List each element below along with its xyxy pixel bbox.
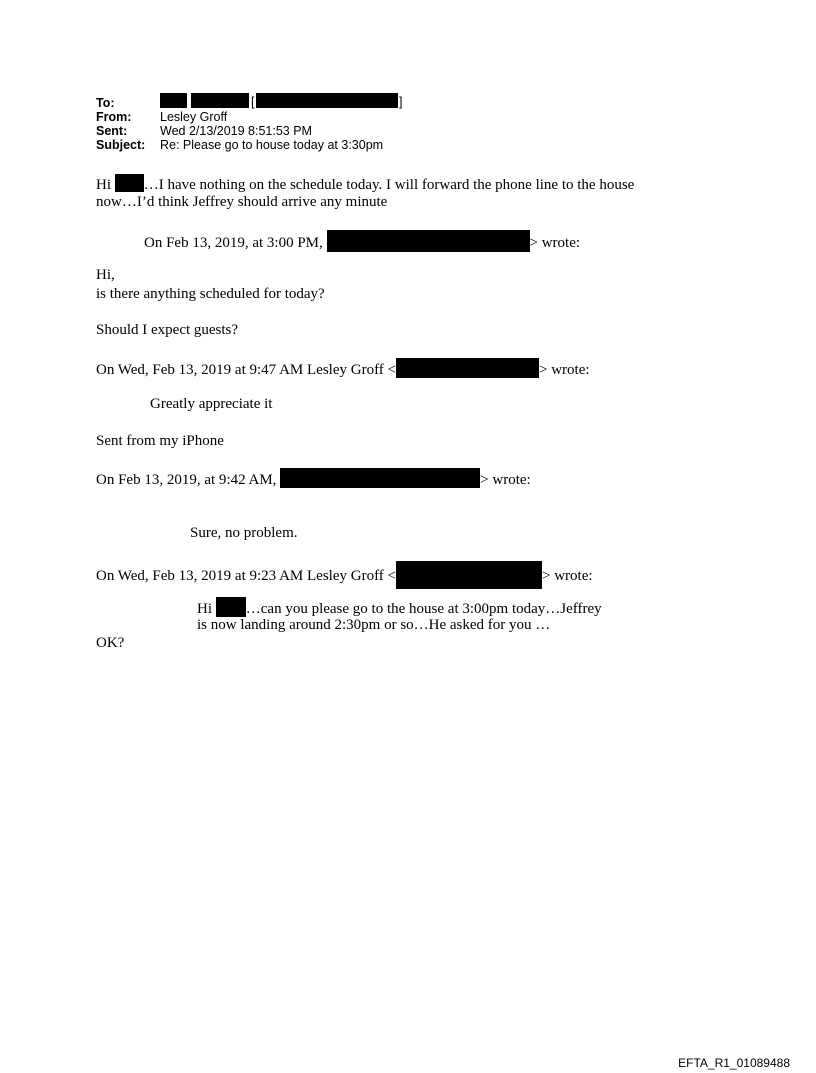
msg2-line: is there anything scheduled for today?	[96, 286, 325, 302]
quote1-header	[144, 230, 580, 253]
quote3-header	[96, 468, 531, 490]
quote4-header	[96, 561, 593, 589]
reply-line-1	[96, 174, 634, 195]
reply-line1-rest: …I have nothing on the schedule today. I will forward the phone line to the house	[143, 177, 635, 193]
quote4-suffix: > wrote:	[542, 568, 593, 584]
redaction-bar	[216, 597, 246, 617]
msg2-hi: Hi,	[96, 267, 115, 283]
redaction-bar	[115, 174, 144, 192]
reply-hi: Hi	[96, 177, 111, 193]
subject-value: Re: Please go to house today at 3:30pm	[160, 138, 384, 152]
sent-from-line: Sent from my iPhone	[96, 433, 224, 449]
sent-label: Sent:	[96, 124, 128, 138]
quote3-suffix: > wrote:	[480, 472, 531, 488]
redaction-bar	[191, 93, 249, 108]
sent-value: Wed 2/13/2019 8:51:53 PM	[160, 124, 312, 138]
quote2-prefix: On Wed, Feb 13, 2019 at 9:47 AM Lesley Groff <	[96, 362, 396, 378]
redaction-bar	[256, 93, 398, 108]
msg2-guests: Should I expect guests?	[96, 322, 239, 338]
subject-label: Subject:	[96, 138, 146, 152]
redaction-bar	[327, 230, 530, 252]
from-value: Lesley Groff	[160, 110, 228, 124]
redaction-bar	[160, 93, 187, 108]
greatly-line: Greatly appreciate it	[150, 396, 273, 412]
document-id: EFTA_R1_01089488	[678, 1056, 790, 1070]
bracket-close: ]	[399, 95, 403, 109]
quote2-header	[96, 358, 590, 380]
email-header	[96, 96, 426, 160]
reply-line-2: now…I’d think Jeffrey should arrive any minute	[96, 194, 388, 210]
quote1-suffix: > wrote:	[529, 235, 581, 251]
to-label: To:	[96, 96, 115, 110]
orig-hi: Hi	[197, 601, 212, 617]
orig-line-2: is now landing around 2:30pm or so…He asked for you …	[197, 617, 551, 633]
bracket-open: [	[251, 95, 255, 109]
from-label: From:	[96, 110, 132, 124]
quote1-prefix: On Feb 13, 2019, at 3:00 PM,	[144, 235, 323, 251]
redaction-bar	[280, 468, 480, 488]
quote2-suffix: > wrote:	[539, 362, 590, 378]
ok-line: OK?	[96, 635, 125, 651]
orig-line1-rest: …can you please go to the house at 3:00pm today…Jeffrey	[245, 601, 602, 617]
quote4-prefix: On Wed, Feb 13, 2019 at 9:23 AM Lesley Groff <	[96, 568, 396, 584]
quote3-prefix: On Feb 13, 2019, at 9:42 AM,	[96, 472, 277, 488]
redaction-bar	[396, 358, 539, 378]
redaction-bar	[396, 561, 542, 589]
sure-line: Sure, no problem.	[190, 525, 298, 541]
